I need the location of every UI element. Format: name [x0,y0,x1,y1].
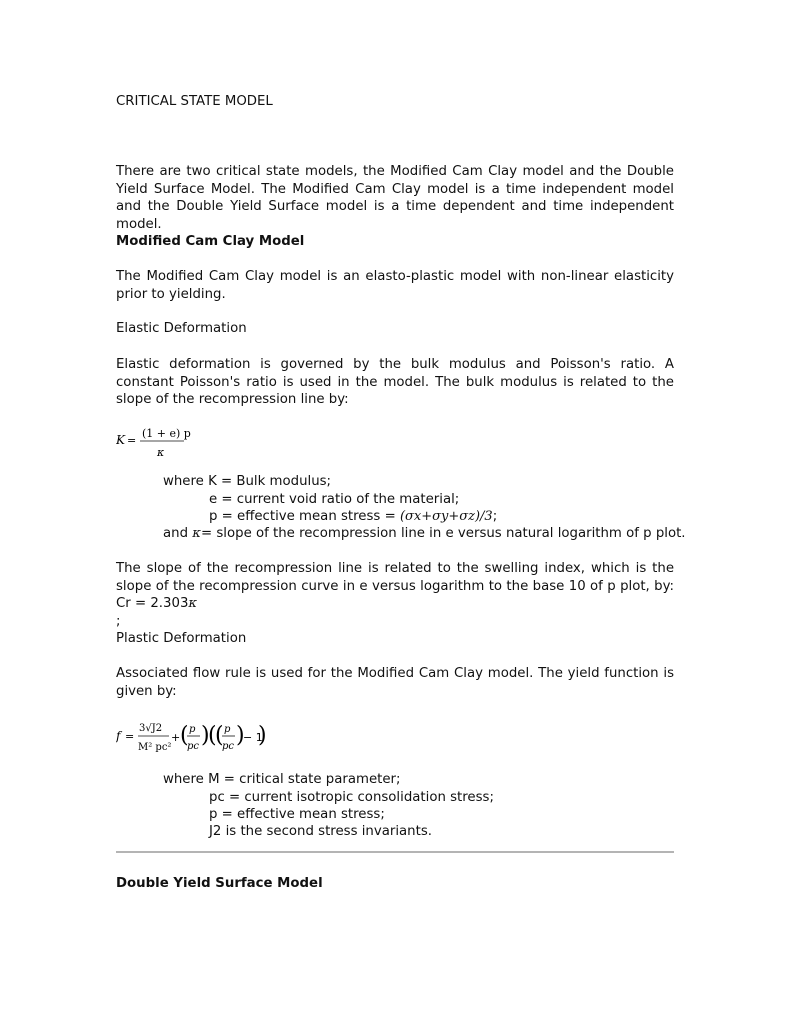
eq2-num2: p [189,724,196,735]
yield-function-formula [116,716,266,758]
where1-line1: where K = Bulk modulus; [163,474,332,489]
where1-line4 [163,525,686,543]
eq2-paren3-open: ( [215,723,224,748]
where1-line4-prefix: and [163,526,189,541]
where2-line3: p = effective mean stress; [209,807,385,822]
eq2-den3: pc [222,741,235,752]
swelling-kappa-symbol: κ [188,596,198,611]
eq2-paren2-close: ) [258,723,266,748]
elastic-heading: Elastic Deformation [116,321,247,336]
eq2-plus: + [171,731,181,744]
eq2-paren3-close: ) [236,723,245,748]
where1-line2: e = current void ratio of the material; [209,492,460,507]
swelling-text: The slope of the recompression line is related to the swelling index, which is the slope of the recompression curve in e versus logarithm to the base 10 of p plot, by: Cr = 2.303 [116,561,674,611]
eq2-paren2-open: ( [208,723,217,748]
eq2-num3: p [224,724,231,735]
kappa-symbol: κ [192,526,201,541]
bulk-modulus-formula [116,424,206,464]
section-divider [116,851,674,853]
intro-paragraph: There are two critical state models, the Modified Cam Clay model and the Double Yield Surface Model. The Modified Cam Clay model is a time independent model and the Double Yield Surface model is a time dependent and time independent model. [116,164,674,232]
dysm-heading: Double Yield Surface Model [116,876,323,891]
swelling-end: ; [116,613,121,629]
where2-line2: pc = current isotropic consolidation stress; [209,790,494,805]
eq2-den2: pc [187,741,200,752]
mean-stress-formula: (σx+σy+σz)/3 [399,509,493,524]
eq1-equals: = [127,434,137,447]
mcc-heading: Modified Cam Clay Model [116,234,305,249]
mcc-description: The Modified Cam Clay model is an elasto-plastic model with non-linear elasticity prior to yielding. [116,269,674,302]
where1-line3 [209,508,497,526]
elastic-paragraph: Elastic deformation is governed by the bulk modulus and Poisson's ratio. A constant Poisson's ratio is used in the model. The bulk modulus is related to the slope of the recompression line by: [116,357,674,407]
where1-line4-suffix: = slope of the recompression line in e versus natural logarithm of p plot. [201,526,686,541]
eq1-numerator: (1 + e) p [142,427,191,440]
where2-line4: J2 is the second stress invariants. [209,824,432,839]
eq2-paren1-open: ( [180,723,189,748]
where1-line3-prefix: p = effective mean stress = [209,509,396,524]
yield-function-equation [116,716,266,762]
eq2-minus-one: − 1 [243,731,263,744]
document-title: CRITICAL STATE MODEL [116,94,273,109]
where1-line3-suffix: ; [492,509,498,524]
eq1-lhs: K [116,433,125,447]
bulk-modulus-equation [116,424,206,468]
eq2-paren1-close: ) [201,723,210,748]
eq2-lhs: f [116,729,121,743]
eq1-denominator: κ [157,446,165,459]
plastic-heading: Plastic Deformation [116,631,247,646]
swelling-paragraph [116,560,674,630]
eq2-equals: = [125,730,135,743]
eq2-num1: 3√J2 [139,723,163,734]
where2-line1: where M = critical state parameter; [163,772,401,787]
plastic-paragraph: Associated flow rule is used for the Modified Cam Clay model. The yield function is given by: [116,666,674,699]
eq2-den1: M² pc² [138,742,172,753]
